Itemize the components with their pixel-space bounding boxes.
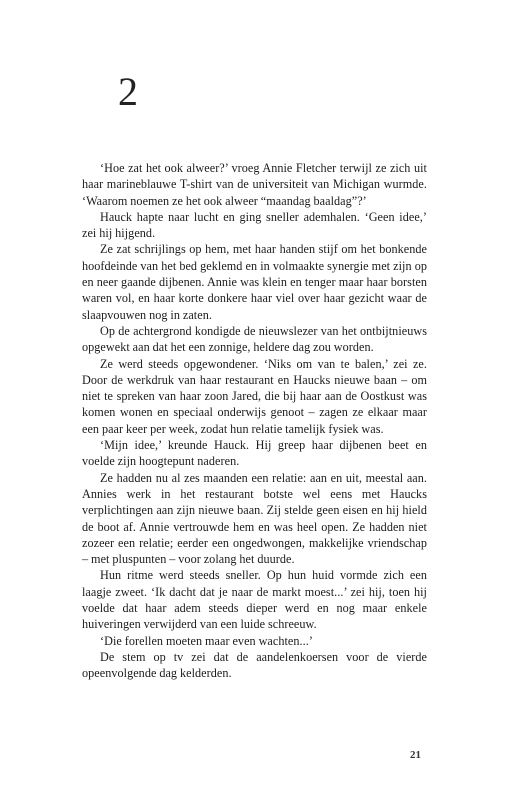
chapter-number: 2: [118, 69, 138, 114]
paragraph: Hauck hapte naar lucht en ging sneller ademhalen. ‘Geen idee,’ zei hij hijgend.: [82, 209, 427, 241]
paragraph: Op de achtergrond kondigde de nieuwslezer van het ontbijtnieuws opgewekt aan dat het een zonnige, heldere dag zou worden.: [82, 323, 427, 355]
paragraph: Ze hadden nu al zes maanden een relatie: aan en uit, meestal aan. Annies werk in het restaurant botste wel eens met Haucks verplichtingen aan zijn nieuwe baan. Zij stelde geen eisen en hij hield de boot af. Annie vertrouwde hem en was heel open. Ze hadden niet zozeer een relatie; eerder een ongedwongen, makkelijke vriendschap – met pluspunten – voor zolang het duurde.: [82, 470, 427, 567]
paragraph: ‘Mijn idee,’ kreunde Hauck. Hij greep haar dijbenen beet en voelde zijn hoogtepunt naderen.: [82, 438, 427, 469]
paragraph: ‘Die forellen moeten maar even wachten...’: [100, 633, 313, 648]
paragraph: ‘Hoe zat het ook alweer?’ vroeg Annie Fletcher terwijl ze zich uit haar marineblauwe T-shirt van de universiteit van Michigan wurmde. ‘Waarom noemen ze het ook alweer “maandag baaldag”?’: [82, 161, 427, 208]
paragraph: De stem op tv zei dat de aandelenkoersen voor de vierde opeenvolgende dag kelderden.: [82, 649, 427, 681]
chapter-body: [82, 160, 427, 682]
page-number: 21: [410, 749, 421, 761]
paragraph: Hun ritme werd steeds sneller. Op hun huid vormde zich een laagje zweet. ‘Ik dacht dat je naar de markt moest...’ zei hij, toen hij voelde dat haar adem steeds dieper werd en nog maar enkele huiveringen verwijderd van een luide schreeuw.: [82, 568, 427, 632]
paragraph: Ze werd steeds opgewondener. ‘Niks om van te balen,’ zei ze. Door de werkdruk van haar restaurant en Haucks nieuwe baan – om niet te spreken van haar zoon Jared, die bij haar aan de Oostkust was komen wonen en speciaal onderwijs genoot – zagen ze elkaar maar een paar keer per week, zodat hun relatie tamelijk fysiek was.: [82, 356, 427, 436]
paragraph: Ze zat schrijlings op hem, met haar handen stijf om het bonkende hoofdeinde van het bed geklemd en in volmaakte synergie met zijn op en neer gaande dijbenen. Annie was klein en tenger maar haar borsten waren vol, en haar korte donkere haar viel over haar gezicht waar de slaapvouwen nog in zaten.: [82, 242, 427, 322]
